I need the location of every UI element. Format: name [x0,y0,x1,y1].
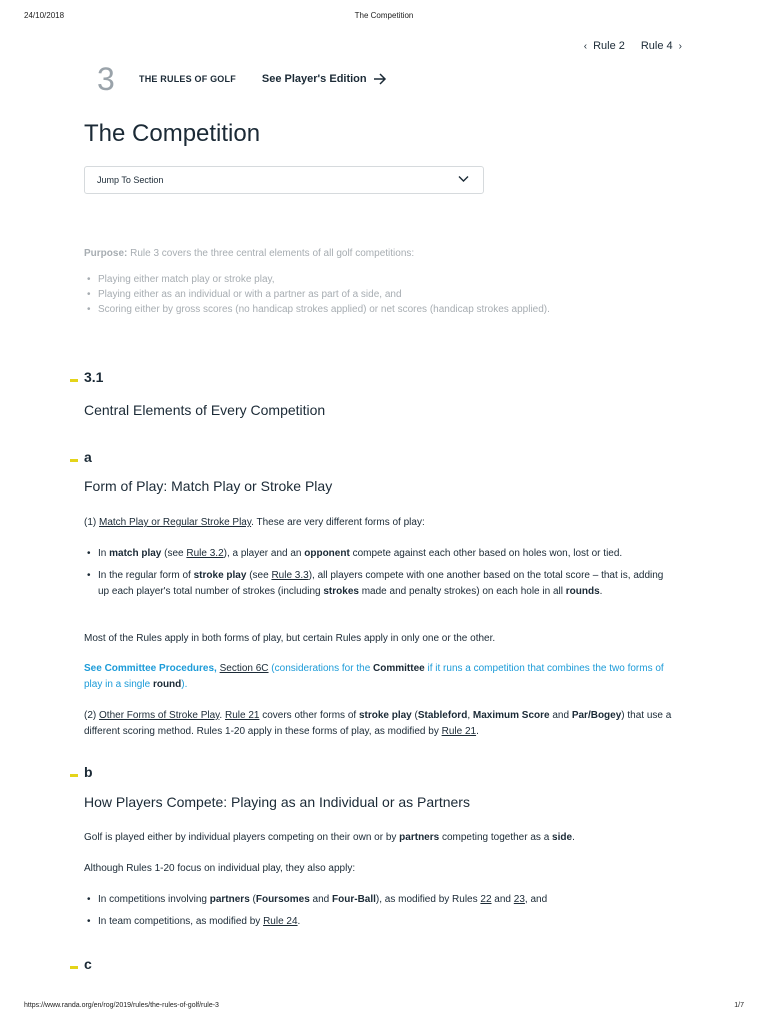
rule-24-link[interactable]: Rule 24 [263,916,298,927]
section-marker [70,459,78,462]
jump-to-section-label: Jump To Section [97,175,164,185]
match-play-link[interactable]: Match Play or Regular Stroke Play [99,517,252,528]
rules-of-golf-label: THE RULES OF GOLF [139,74,236,84]
committee-procedures-paragraph: See Committee Procedures, Section 6C (considerations for the Committee if it runs a competition that combines the two forms of play in a single round). [84,663,664,690]
list-item: • In match play (see Rule 3.2), a player and an opponent compete against each other based on holes won, lost or tied. [84,546,674,562]
section-marker [70,379,78,382]
individual-play-paragraph: Although Rules 1-20 focus on individual play, they also apply: [84,863,356,874]
partners-list [84,892,674,936]
subsection-c-label: c [84,956,92,972]
list-item: • In team competitions, as modified by Rule 24. [84,914,674,930]
rule-21-link[interactable]: Rule 21 [224,710,260,721]
next-rule-link[interactable] [641,40,682,52]
purpose-block [84,247,684,318]
rule-22-link[interactable]: 22 [480,894,492,905]
print-date: 24/10/2018 [24,11,65,20]
list-item: • Playing either match play or stroke play, [84,273,684,287]
form-of-play-paragraph: (1) Match Play or Regular Stroke Play. These are very different forms of play: [84,517,425,528]
other-forms-paragraph: (2) Other Forms of Stroke Play. Rule 21 covers other forms of stroke play (Stableford, Maximum Score and Par/Bogey) that use a different scoring method. Rules 1-20 apply in these forms of play, as modified by Rule 21. [84,710,672,737]
section-6c-link[interactable]: Section 6C [219,663,269,674]
next-rule-label: Rule 4 [640,40,673,52]
rule-number: 3 [97,60,115,97]
print-page-number: 1/7 [734,1002,744,1009]
rule-3-3-link[interactable]: Rule 3.3 [271,570,309,581]
subsection-a-label: a [84,449,92,465]
chevron-down-icon [458,175,469,183]
print-url: https://www.randa.org/en/rog/2019/rules/the-rules-of-golf/rule-3 [24,1002,219,1009]
golf-played-paragraph: Golf is played either by individual players competing on their own or by partners competing together as a side. [84,832,575,843]
chevron-right-icon: › [678,40,682,52]
rule-23-link[interactable]: 23 [513,894,525,905]
list-item: • In the regular form of stroke play (see Rule 3.3), all players compete with one another based on the total score – that is, adding up each player's total number of strokes (including strokes made and penalty strokes) on each hole in all rounds. [84,568,674,600]
list-item: • In competitions involving partners (Foursomes and Four-Ball), as modified by Rules 22 and 23, and [84,892,674,908]
rule-21-link[interactable]: Rule 21 [441,726,477,737]
section-marker [70,774,78,777]
page-title: The Competition [84,120,261,147]
section-title-3-1: Central Elements of Every Competition [84,402,326,418]
print-title: The Competition [354,11,414,20]
committee-procedures-link[interactable]: See Committee Procedures, [84,663,217,674]
list-item: • Playing either as an individual or with a partner as part of a side, and [84,288,684,302]
print-footer [24,1002,744,1014]
subsection-b-title: How Players Compete: Playing as an Individual or as Partners [84,794,470,810]
arrow-right-icon [373,73,387,85]
purpose-text: Purpose: Rule 3 covers the three central elements of all golf competitions: [84,248,415,259]
chevron-left-icon: ‹ [583,40,588,52]
prev-rule-link[interactable] [584,40,625,52]
players-edition-link[interactable] [262,73,387,85]
section-marker [70,966,78,969]
section-number-3-1: 3.1 [84,369,104,385]
purpose-list [84,273,684,317]
list-item: • Scoring either by gross scores (no handicap strokes applied) or net scores (handicap strokes applied). [84,303,684,317]
subsection-b-label: b [84,764,93,780]
form-of-play-list [84,546,674,606]
jump-to-section-select[interactable] [84,166,484,194]
other-forms-link[interactable]: Other Forms of Stroke Play [99,710,220,721]
rule-nav [584,40,682,52]
rule-header [97,62,387,96]
subsection-a-title: Form of Play: Match Play or Stroke Play [84,478,333,494]
rule-3-2-link[interactable]: Rule 3.2 [186,548,224,559]
players-edition-label: See Player's Edition [261,73,367,85]
rules-apply-paragraph: Most of the Rules apply in both forms of play, but certain Rules apply in only one or the other. [84,633,496,644]
print-header [0,11,768,23]
prev-rule-label: Rule 2 [593,40,625,52]
